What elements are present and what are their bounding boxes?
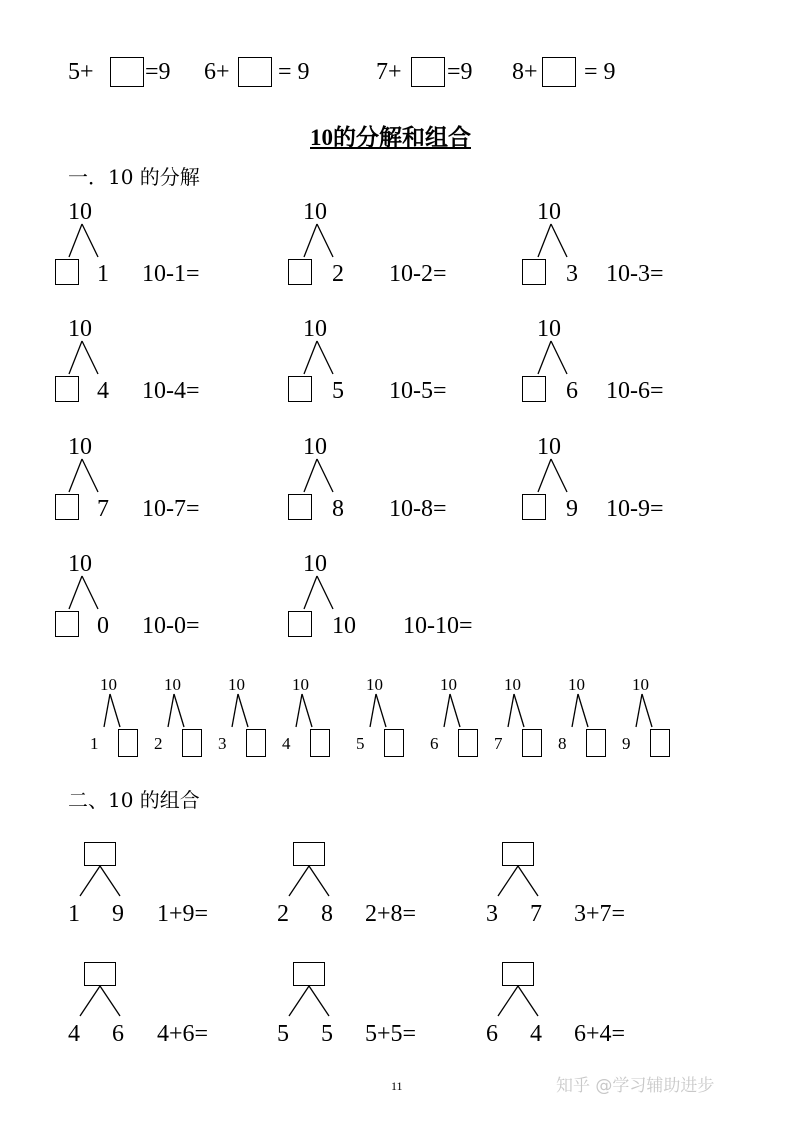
tree-top-number: 10 <box>68 551 92 577</box>
tree-branch <box>82 224 98 257</box>
answer-box[interactable] <box>238 57 272 87</box>
answer-box[interactable] <box>458 729 478 757</box>
mini-tree-known: 1 <box>90 734 99 753</box>
answer-box[interactable] <box>310 729 330 757</box>
tree-known-number: 2 <box>332 261 344 287</box>
tree-top-number: 10 <box>537 199 561 225</box>
tree-known-number: 4 <box>97 378 109 404</box>
subtraction-expression: 10-8= <box>389 496 447 522</box>
top-eq-3-addend: 7+ <box>376 59 402 85</box>
tree-branch <box>82 576 98 609</box>
tree-known-number: 5 <box>332 378 344 404</box>
tree-top-number: 10 <box>68 316 92 342</box>
answer-box[interactable] <box>522 494 546 520</box>
tree-branch <box>518 866 538 896</box>
subtraction-expression: 10-5= <box>389 378 447 404</box>
combination-left-number: 1 <box>68 901 80 927</box>
answer-box[interactable] <box>384 729 404 757</box>
tree-branch <box>174 694 184 727</box>
tree-top-number: 10 <box>303 434 327 460</box>
answer-box[interactable] <box>522 259 546 285</box>
mini-tree-top: 10 <box>292 675 309 694</box>
tree-branch <box>538 459 551 492</box>
tree-branch <box>518 986 538 1016</box>
tree-branch <box>498 986 518 1016</box>
combination-right-number: 5 <box>321 1021 333 1047</box>
mini-tree-known: 8 <box>558 734 567 753</box>
answer-box[interactable] <box>293 842 325 866</box>
tree-branch <box>376 694 386 727</box>
tree-branch <box>538 224 551 257</box>
tree-top-number: 10 <box>303 199 327 225</box>
tree-branch <box>317 224 333 257</box>
tree-branch <box>309 986 329 1016</box>
mini-tree-top: 10 <box>366 675 383 694</box>
tree-branch <box>104 694 110 727</box>
tree-known-number: 9 <box>566 496 578 522</box>
tree-branch <box>444 694 450 727</box>
tree-top-number: 10 <box>303 551 327 577</box>
combination-right-number: 7 <box>530 901 542 927</box>
mini-tree-known: 7 <box>494 734 503 753</box>
tree-branch <box>514 694 524 727</box>
answer-box[interactable] <box>522 376 546 402</box>
subtraction-expression: 10-3= <box>606 261 664 287</box>
top-eq-1-result: =9 <box>145 59 171 85</box>
watermark: 知乎 @学习辅助进步 <box>556 1076 715 1096</box>
addition-expression: 5+5= <box>365 1021 417 1047</box>
answer-box[interactable] <box>55 376 79 402</box>
tree-top-number: 10 <box>68 434 92 460</box>
subtraction-expression: 10-4= <box>142 378 200 404</box>
tree-branch <box>304 341 317 374</box>
tree-known-number: 0 <box>97 613 109 639</box>
tree-branch <box>80 986 100 1016</box>
tree-branch <box>317 459 333 492</box>
mini-tree-known: 4 <box>282 734 291 753</box>
combination-left-number: 4 <box>68 1021 80 1047</box>
answer-box[interactable] <box>502 842 534 866</box>
answer-box[interactable] <box>84 842 116 866</box>
addition-expression: 6+4= <box>574 1021 626 1047</box>
subtraction-expression: 10-10= <box>403 613 473 639</box>
tree-branch <box>317 576 333 609</box>
combination-left-number: 3 <box>486 901 498 927</box>
tree-branch <box>538 341 551 374</box>
mini-tree-top: 10 <box>568 675 585 694</box>
answer-box[interactable] <box>84 962 116 986</box>
answer-box[interactable] <box>246 729 266 757</box>
answer-box[interactable] <box>288 376 312 402</box>
tree-known-number: 7 <box>97 496 109 522</box>
tree-branch <box>82 459 98 492</box>
answer-box[interactable] <box>411 57 445 87</box>
tree-branch <box>80 866 100 896</box>
tree-branch <box>551 459 567 492</box>
addition-expression: 3+7= <box>574 901 626 927</box>
tree-branch <box>69 224 82 257</box>
tree-branch <box>572 694 578 727</box>
answer-box[interactable] <box>110 57 144 87</box>
mini-tree-top: 10 <box>632 675 649 694</box>
answer-box[interactable] <box>288 494 312 520</box>
answer-box[interactable] <box>288 611 312 637</box>
tree-branch <box>309 866 329 896</box>
tree-known-number: 3 <box>566 261 578 287</box>
tree-top-number: 10 <box>68 199 92 225</box>
tree-branch <box>100 866 120 896</box>
answer-box[interactable] <box>522 729 542 757</box>
answer-box[interactable] <box>293 962 325 986</box>
tree-known-number: 10 <box>332 613 356 639</box>
top-eq-3-result: =9 <box>447 59 473 85</box>
mini-tree-top: 10 <box>164 675 181 694</box>
answer-box[interactable] <box>542 57 576 87</box>
top-eq-4-addend: 8+ <box>512 59 538 85</box>
top-eq-2-addend: 6+ <box>204 59 230 85</box>
answer-box[interactable] <box>55 611 79 637</box>
tree-branch <box>82 341 98 374</box>
tree-branch <box>289 986 309 1016</box>
mini-tree-top: 10 <box>100 675 117 694</box>
answer-box[interactable] <box>586 729 606 757</box>
tree-branch <box>69 576 82 609</box>
page-title: 10的分解和组合 <box>310 125 471 150</box>
tree-branch <box>317 341 333 374</box>
mini-tree-top: 10 <box>440 675 457 694</box>
subtraction-expression: 10-1= <box>142 261 200 287</box>
mini-tree-known: 2 <box>154 734 163 753</box>
tree-branch <box>302 694 312 727</box>
tree-known-number: 8 <box>332 496 344 522</box>
mini-tree-known: 3 <box>218 734 227 753</box>
subtraction-expression: 10-9= <box>606 496 664 522</box>
mini-tree-top: 10 <box>228 675 245 694</box>
tree-branch <box>100 986 120 1016</box>
mini-tree-known: 5 <box>356 734 365 753</box>
tree-branch <box>232 694 238 727</box>
combination-right-number: 4 <box>530 1021 542 1047</box>
section2-heading: 二、10 的组合 <box>68 788 200 812</box>
page-number: 11 <box>391 1079 403 1093</box>
mini-tree-known: 9 <box>622 734 631 753</box>
tree-branch <box>498 866 518 896</box>
tree-branch <box>508 694 514 727</box>
tree-top-number: 10 <box>537 434 561 460</box>
tree-branch <box>636 694 642 727</box>
combination-right-number: 8 <box>321 901 333 927</box>
addition-expression: 4+6= <box>157 1021 209 1047</box>
answer-box[interactable] <box>182 729 202 757</box>
tree-branch <box>69 459 82 492</box>
answer-box[interactable] <box>55 494 79 520</box>
tree-branch <box>168 694 174 727</box>
section1-heading: 一．10 的分解 <box>68 165 200 189</box>
tree-branch <box>304 576 317 609</box>
combination-right-number: 9 <box>112 901 124 927</box>
tree-branch <box>551 341 567 374</box>
tree-branch <box>578 694 588 727</box>
tree-branch <box>289 866 309 896</box>
tree-branch <box>642 694 652 727</box>
subtraction-expression: 10-0= <box>142 613 200 639</box>
top-eq-4-result: = 9 <box>584 59 616 85</box>
combination-left-number: 5 <box>277 1021 289 1047</box>
tree-known-number: 1 <box>97 261 109 287</box>
mini-tree-known: 6 <box>430 734 439 753</box>
subtraction-expression: 10-2= <box>389 261 447 287</box>
tree-branch <box>110 694 120 727</box>
tree-branch <box>296 694 302 727</box>
combination-left-number: 2 <box>277 901 289 927</box>
tree-branch <box>304 224 317 257</box>
tree-branch <box>238 694 248 727</box>
tree-top-number: 10 <box>303 316 327 342</box>
answer-box[interactable] <box>118 729 138 757</box>
top-eq-2-result: = 9 <box>278 59 310 85</box>
addition-expression: 1+9= <box>157 901 209 927</box>
answer-box[interactable] <box>55 259 79 285</box>
tree-known-number: 6 <box>566 378 578 404</box>
addition-expression: 2+8= <box>365 901 417 927</box>
tree-branch <box>450 694 460 727</box>
subtraction-expression: 10-7= <box>142 496 200 522</box>
tree-branch <box>551 224 567 257</box>
mini-tree-top: 10 <box>504 675 521 694</box>
subtraction-expression: 10-6= <box>606 378 664 404</box>
tree-branch <box>370 694 376 727</box>
tree-top-number: 10 <box>537 316 561 342</box>
combination-right-number: 6 <box>112 1021 124 1047</box>
answer-box[interactable] <box>650 729 670 757</box>
top-eq-1-addend: 5+ <box>68 59 94 85</box>
tree-branch <box>304 459 317 492</box>
answer-box[interactable] <box>502 962 534 986</box>
answer-box[interactable] <box>288 259 312 285</box>
tree-branch <box>69 341 82 374</box>
combination-left-number: 6 <box>486 1021 498 1047</box>
